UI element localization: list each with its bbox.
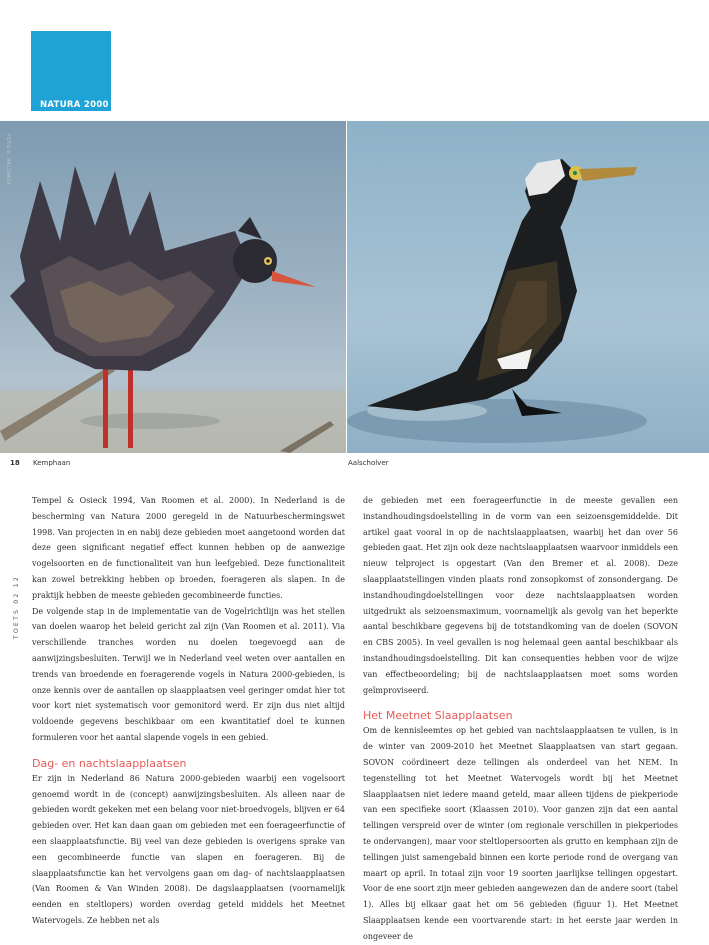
paragraph: De volgende stap in de implementatie van de Vogelrichtlijn was het stellen van doelen waarop het beleid gericht zal zijn (Van Roomen et al. 2011). Via verschillende tranches worden nu doelen toegevoegd aan de aanwijzingsbesluiten. Terwijl we in Nederland veel weten over aantallen en trends van broedende en foeragerende vogels in Natura 2000-gebieden, is onze kennis over de aantallen op slaapplaatsen veel geringer omdat hier tot voor kort niet systematisch voor gemonitord werd. Er zijn dus niet altijd voldoende gegevens beschikbaar om een kwantitatief doel te kunnen formuleren voor het aantal slapende vogels in een gebied. — [32, 606, 345, 742]
section-tag-label: NATURA 2000 — [40, 100, 109, 110]
page-number: 18 — [10, 459, 20, 467]
journal-issue-label: TOETS 02 12 — [13, 575, 20, 640]
section-heading: Dag- en nachtslaapplaatsen — [32, 756, 187, 770]
ruff-bird-photo — [0, 121, 346, 453]
cormorant-photo — [347, 121, 709, 453]
photo-credit: FOTO E. PALZIMER — [5, 134, 10, 186]
paragraph: de gebieden met een foerageerfunctie in de meeste gevallen een instandhoudingsdoelstelling in de vorm van een seizoensgemiddelde. Dit artikel gaat vooral in op de nachtslaapplaatsen, waarbij het dan over 56 gebieden gaat. Het zijn ook deze nachtslaapplaatsen waarvoor inmiddels een nieuw telproject is opgestart (Van den Bremer et al. 2008). Deze slaapplaatstellingen vinden plaats rond zonsopkomst of zonsondergang. De instandhoudingdoelstellingen voor deze nachtslaapplaatsen worden uitgedrukt als seizoensmaximum, voornamelijk als gevolg van het beperkte aantal beschikbare gegevens bij de totstandkoming van de doelen (SOVON en CBS 2005). In veel gevallen is nog helemaal geen aantal beschikbaar als instandhoudingsdoelstelling. Dit kan consequenties hebben voor de wijze van effectbeoordeling; bij de nachtslaapplaatsen moet soms worden geïmproviseerd. — [363, 496, 678, 695]
section-tag-box — [31, 31, 111, 111]
section-heading: Het Meetnet Slaapplaatsen — [363, 709, 513, 723]
text-column-left — [32, 493, 345, 929]
text-column-right — [363, 493, 678, 945]
paragraph: Er zijn in Nederland 86 Natura 2000-gebieden waarbij een vogelsoort genoemd wordt in de (concept) aanwijzingsbesluiten. Als alleen naar de gebieden wordt gekeken met een belang voor niet-broedvogels, blijven er 64 gebieden over. Het kan daan gaan om gebieden met een foerageerfunctie of een slaapplaatsfunctie. Bij veel van deze gebieden is overigens sprake van een gecombineerde functie van slapen en foerageren. Bij de slaapplaatsfunctie kan het vervolgens gaan om dag- of nachtslaapplaatsen (Van Roomen & Van Winden 2008). De dagslaapplaatsen (voornamelijk eenden en steltlopers) worden overdag geteld middels het Meetnet Watervogels. Ze hebben net als — [32, 773, 345, 925]
caption-kemphaan: Kemphaan — [33, 459, 71, 467]
paragraph: Om de kennisleemtes op het gebied van nachtslaapplaatsen te vullen, is in de winter van 2009-2010 het Meetnet Slaapplaatsen van start gegaan. SOVON coördineert deze tellingen als onderdeel van het NEM. In tegenstelling tot het Meetnet Watervogels wordt bij het Meetnet Slaapplaatsen niet iedere maand geteld, maar alleen tijdens de piekperiode van een specifieke soort (Klaassen 2010). Voor ganzen zijn dat een aantal tellingen verspreid over de winter (om regionale verschillen in piekperiodes te ondervangen), maar voor steltlopersoorten als grutto en kemphaan zijn de tellingen juist samengebald binnen een korte periode rond de overgang van maart op april. In totaal zijn voor 19 soorten jaarlijkse tellingen opgestart. Voor de ene soort zijn meer gebieden aangewezen dan de andere soort (tabel 1). Alles bij elkaar gaat het om 56 gebieden (figuur 1). Het Meetnet Slaapplaatsen kende een voortvarende start: in het eerste jaar werden in ongeveer de — [363, 726, 678, 941]
paragraph: Tempel & Osieck 1994, Van Roomen et al. 2000). In Nederland is de bescherming van Natura 2000 geregeld in de Natuurbeschermingswet 1998. Van projecten in en nabij deze gebieden moet aangetoond worden dat deze geen significant negatief effect kunnen hebben op de aanwezige vogelsoorten en de functionaliteit van hun leefgebied. Deze functionaliteit kan zowel betrekking hebben op broeden, foerageren als slapen. In de praktijk hebben de meeste gebieden gecombineerde functies. — [32, 496, 345, 600]
caption-aalscholver: Aalscholver — [348, 459, 389, 467]
